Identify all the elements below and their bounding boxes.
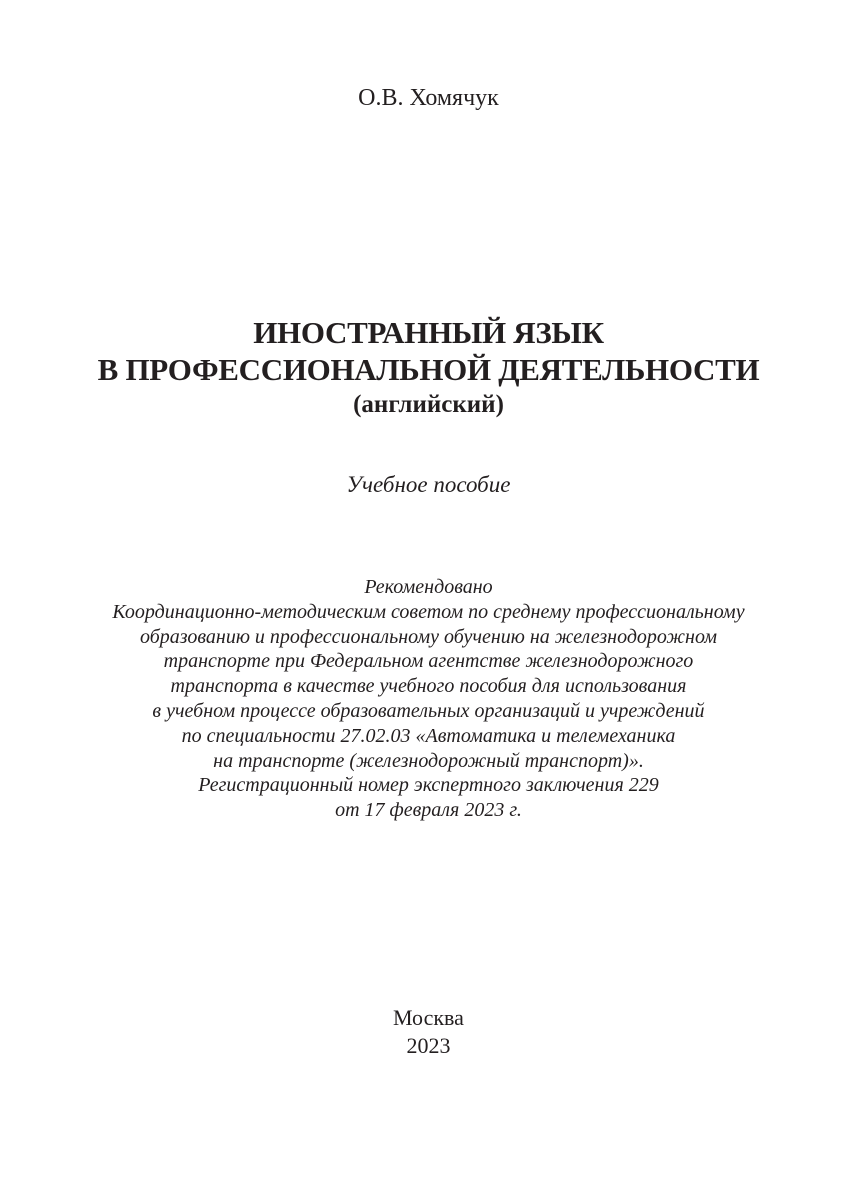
recommendation-line: Регистрационный номер экспертного заключения 229: [198, 774, 659, 797]
recommendation-block: [0, 575, 857, 823]
recommendation-line: Рекомендовано: [364, 576, 493, 598]
author-name: О.В. Хомячук: [358, 85, 499, 111]
recommendation-line: транспорта в качестве учебного пособия для использования: [170, 675, 687, 698]
recommendation-line: в учебном процессе образовательных организаций и учреждений: [152, 699, 705, 722]
recommendation-line: транспорте при Федеральном агентстве железнодорожного: [163, 650, 694, 673]
title-line-1: ИНОСТРАННЫЙ ЯЗЫК: [253, 315, 604, 350]
imprint-city: Москва: [393, 1005, 464, 1030]
title-line-2: В ПРОФЕССИОНАЛЬНОЙ ДЕЯТЕЛЬНОСТИ: [97, 352, 760, 387]
document-type: Учебное пособие: [346, 472, 511, 497]
imprint-year: 2023: [406, 1033, 451, 1058]
book-title: [0, 314, 857, 422]
recommendation-line: от 17 февраля 2023 г.: [335, 799, 522, 822]
imprint: [0, 1004, 857, 1060]
title-line-3: (английский): [353, 391, 504, 418]
recommendation-line: на транспорте (железнодорожный транспорт)».: [213, 749, 644, 772]
recommendation-line: образованию и профессиональному обучению на железнодорожном: [140, 625, 717, 648]
recommendation-line: Координационно-методическим советом по среднему профессиональному: [112, 600, 745, 623]
recommendation-line: по специальности 27.02.03 «Автоматика и телемеханика: [181, 724, 676, 747]
